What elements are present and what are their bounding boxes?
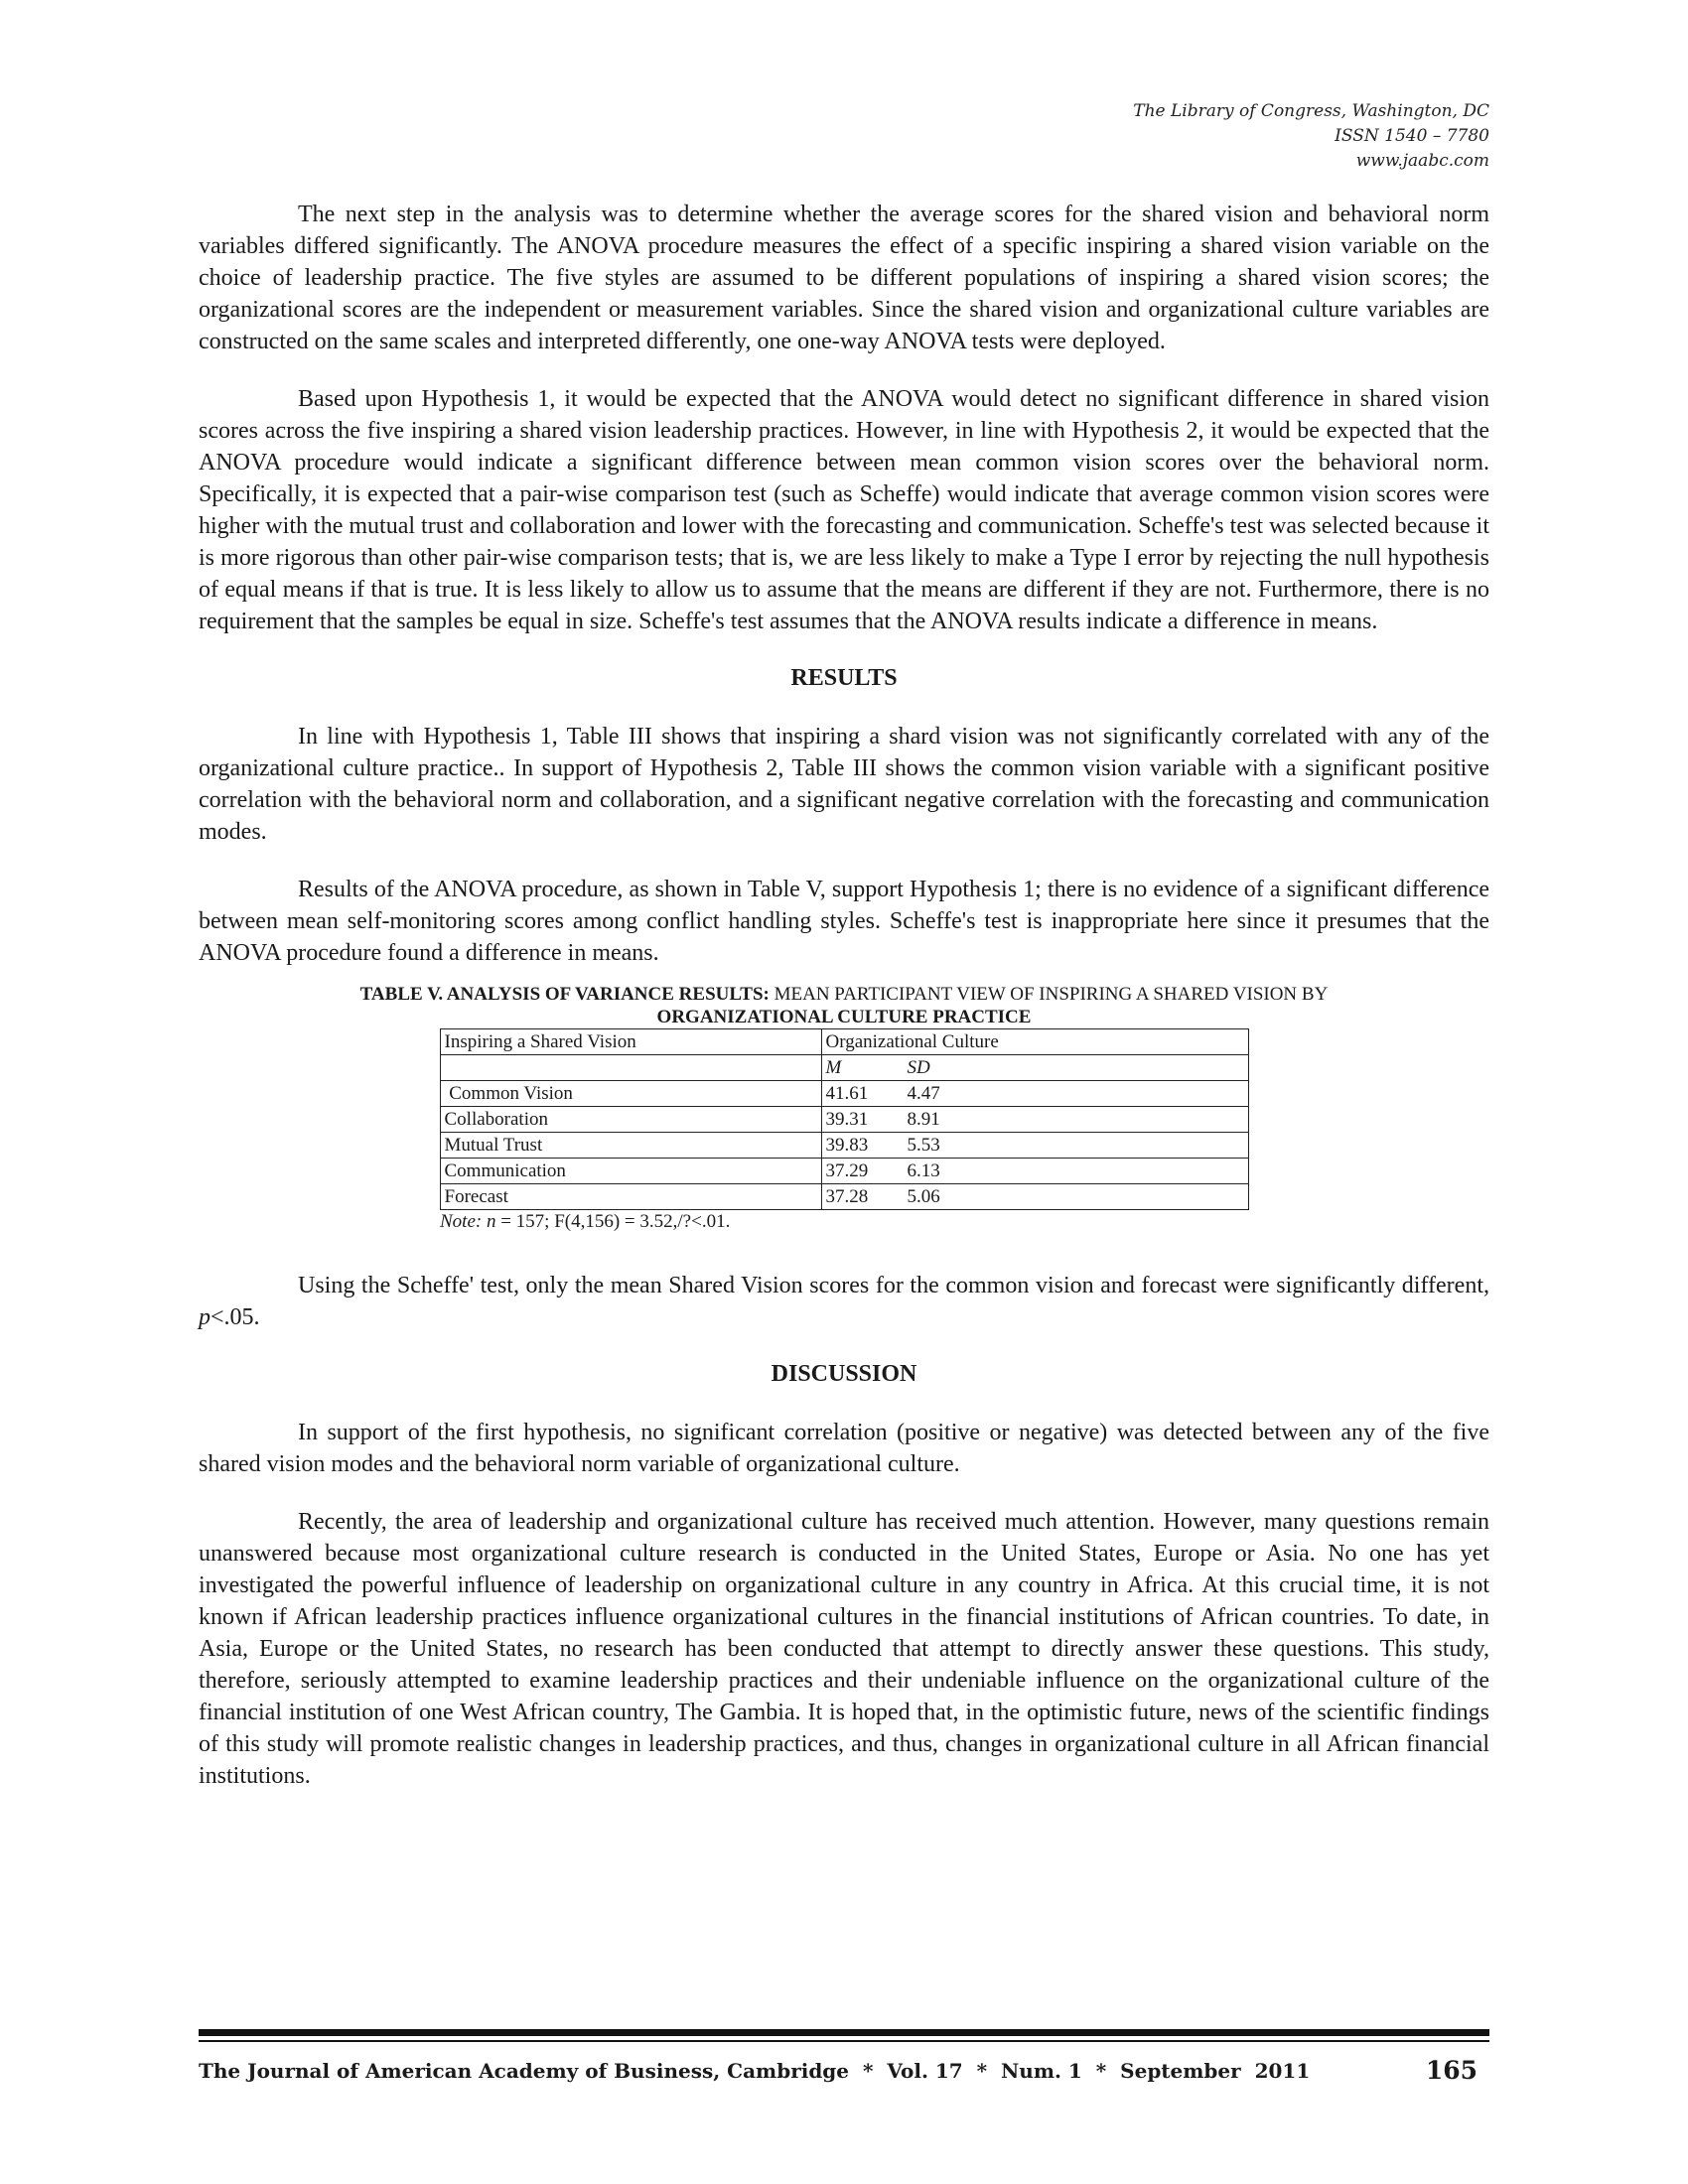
row-values [821, 1133, 1248, 1159]
table-caption-bold: TABLE V. ANALYSIS OF VARIANCE RESULTS: [359, 984, 770, 1005]
row-mean: 39.31 [825, 1109, 869, 1130]
row-sd: 6.13 [907, 1160, 940, 1181]
scheffe-text: Using the Scheffe' test, only the mean Shared Vision scores for the common vision and forecast were significantly different, [298, 1273, 1489, 1298]
col-header-org-culture: Organizational Culture [821, 1029, 1248, 1055]
table-note [440, 1210, 1489, 1234]
article-body [199, 199, 1489, 1818]
row-label: Common Vision [440, 1081, 821, 1107]
col-header-shared-vision: Inspiring a Shared Vision [440, 1029, 821, 1055]
results-heading: RESULTS [790, 665, 898, 691]
row-sd: 8.91 [907, 1109, 940, 1130]
scheffe-p: p [199, 1304, 211, 1330]
footer-rule [199, 2029, 1489, 2036]
table-caption-line2: ORGANIZATIONAL CULTURE PRACTICE [656, 1007, 1032, 1027]
row-label: Collaboration [440, 1107, 821, 1133]
table-row [440, 1081, 1248, 1107]
paragraph-hypothesis-expectations: Based upon Hypothesis 1, it would be expected that the ANOVA would detect no significant difference in shared vision scores across the five inspiring a shared vision leadership practices. However, in line with Hypothesis 2, it would be expected that the ANOVA procedure would indicate a significant difference between mean common vision scores over the behavioral norm. Specifically, it is expected that a pair-wise comparison test (such as Scheffe) would indicate that average common vision scores were higher with the mutual trust and collaboration and lower with the forecasting and communication. Scheffe's test was selected because it is more rigorous than other pair-wise comparison tests; that is, we are less likely to make a Type I error by rejecting the null hypothesis of equal means if that is true. It is less likely to allow us to assume that the means are different if they are not. Furthermore, there is no requirement that the samples be equal in size. Scheffe's test assumes that the ANOVA results indicate a difference in means. [199, 386, 1489, 634]
table-row [440, 1107, 1248, 1133]
table-caption-rest: MEAN PARTICIPANT VIEW OF INSPIRING A SHARED VISION BY [769, 984, 1329, 1005]
row-sd: 4.47 [907, 1083, 940, 1104]
table-subheader-row [440, 1055, 1248, 1081]
row-label: Forecast [440, 1184, 821, 1210]
scheffe-pvalue: <.05. [211, 1304, 260, 1330]
table-note-label: Note: n [440, 1211, 496, 1232]
row-mean: 39.83 [825, 1135, 869, 1156]
footer-journal: The Journal of American Academy of Business, Cambridge * Vol. 17 * Num. 1 * September 2011 [199, 2059, 1311, 2083]
subheader-cell [821, 1055, 1248, 1081]
table-row [440, 1184, 1248, 1210]
header-website: www.jaabc.com [1355, 151, 1489, 171]
row-values [821, 1184, 1248, 1210]
row-values [821, 1107, 1248, 1133]
row-sd: 5.06 [907, 1186, 940, 1207]
row-label: Mutual Trust [440, 1133, 821, 1159]
paragraph-discussion-first: In support of the first hypothesis, no significant correlation (positive or negative) was detected between any of the five shared vision modes and the behavioral norm variable of organizational culture. [199, 1420, 1489, 1477]
table-header-row [440, 1029, 1248, 1055]
row-label: Communication [440, 1159, 821, 1184]
footer-rule-thin [199, 2040, 1489, 2042]
table-note-text: = 157; F(4,156) = 3.52,/?<.01. [495, 1211, 731, 1232]
paragraph-discussion-africa: Recently, the area of leadership and organizational culture has received much attention. However, many questions remain unanswered because most organizational culture research is conducted in the United States, Europe or Asia. No one has yet investigated the powerful influence of leadership on organizational culture in any country in Africa. At this crucial time, it is not known if African leadership practices influence organizational cultures in the financial institutions of African countries. To date, in Asia, Europe or the United States, no research has been conducted that attempt to directly answer these questions. This study, therefore, seriously attempted to examine leadership practices and their undeniable influence on the organizational culture of the financial institution of one West African country, The Gambia. It is hoped that, in the optimistic future, news of the scientific findings of this study will promote realistic changes in leadership practices, and thus, changes in organizational culture in all African financial institutions. [199, 1509, 1489, 1789]
row-sd: 5.53 [907, 1135, 940, 1156]
paragraph-scheffe [199, 1270, 1489, 1333]
row-values [821, 1159, 1248, 1184]
empty-cell [440, 1055, 821, 1081]
header-library: The Library of Congress, Washington, DC [1133, 101, 1489, 121]
header-issn: ISSN 1540 – 7780 [1335, 126, 1489, 146]
row-mean: 37.29 [825, 1160, 869, 1181]
table-row [440, 1159, 1248, 1184]
paragraph-anova-step: The next step in the analysis was to determine whether the average scores for the shared vision and behavioral norm variables differed significantly. The ANOVA procedure measures the effect of a specific inspiring a shared vision variable on the choice of leadership practice. The five styles are assumed to be different populations of inspiring a shared vision scores; the organizational scores are the independent or measurement variables. Since the shared vision and organizational culture variables are constructed on the same scales and interpreted differently, one one-way ANOVA tests were deployed. [199, 202, 1489, 354]
row-values [821, 1081, 1248, 1107]
anova-table [440, 1028, 1249, 1210]
row-mean: 37.28 [825, 1186, 869, 1207]
subheader-sd: SD [907, 1057, 930, 1078]
page-number: 165 [1425, 2056, 1477, 2085]
running-footer [199, 2057, 1489, 2085]
running-header [1133, 99, 1489, 174]
paragraph-results-correlation: In line with Hypothesis 1, Table III shows that inspiring a shard vision was not significantly correlated with any of the organizational culture practice.. In support of Hypothesis 2, Table III shows the common vision variable with a significant positive correlation with the behavioral norm and collaboration, and a significant negative correlation with the forecasting and communication modes. [199, 724, 1489, 845]
paragraph-results-anova: Results of the ANOVA procedure, as shown in Table V, support Hypothesis 1; there is no evidence of a significant difference between mean self-monitoring scores among conflict handling styles. Scheffe's test is inappropriate here since it presumes that the ANOVA procedure found a difference in means. [199, 877, 1489, 966]
row-mean: 41.61 [825, 1083, 869, 1104]
discussion-heading: DISCUSSION [771, 1361, 917, 1387]
subheader-m: M [825, 1057, 842, 1078]
table-caption [199, 983, 1489, 1028]
table-row [440, 1133, 1248, 1159]
